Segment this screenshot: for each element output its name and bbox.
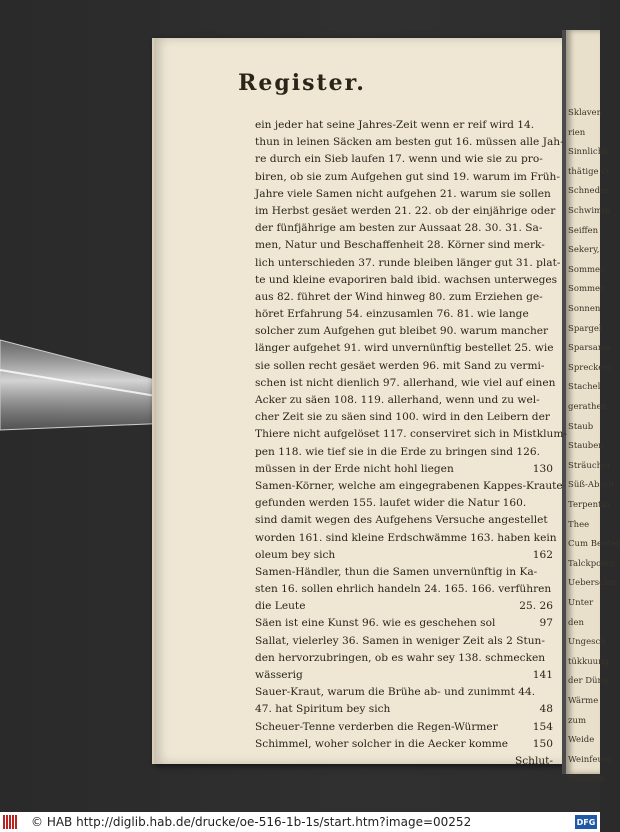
register-line-text: die Leute — [255, 600, 306, 613]
adjacent-page-fragment: thätige O — [568, 166, 609, 177]
register-page-number: 150 — [532, 737, 553, 750]
register-line-text: Samen-Körner, welche am eingegrabenen Kappes-Kraute — [255, 479, 563, 492]
adjacent-page-fragment: tükkuung — [568, 656, 610, 667]
register-line — [255, 547, 553, 564]
register-line-text: Schimmel, woher solcher in die Aecker komme — [255, 737, 509, 750]
adjacent-page-fragment: gerathen — [568, 402, 607, 412]
register-page-number: 25. 26 — [519, 600, 553, 613]
register-line — [255, 461, 553, 478]
register-line-text: länger aufgehet 91. wird unvernünftig bestellet 25. wie — [255, 342, 554, 355]
register-line-text: sten 16. sollen ehrlich handeln 24. 165. 166. verführen — [255, 583, 552, 596]
register-line-text: te und kleine evaporiren bald ibid. wachsen unterweges — [255, 273, 558, 286]
register-line-text: 47. hat Spiritum bey sich — [255, 703, 391, 716]
register-line — [255, 444, 553, 461]
register-line-text: Thiere nicht aufgelöset 117. conserviret sich in Mistklum- — [255, 428, 567, 441]
register-line — [255, 289, 553, 306]
register-page-number — [549, 392, 553, 409]
register-line — [255, 530, 557, 547]
register-line-text: Sallat, vielerley 36. Samen in weniger Zeit als 2 Stun- — [255, 634, 545, 647]
library-logo-icon — [3, 815, 23, 829]
register-page-number — [557, 530, 561, 547]
register-line-text: der fünfjährige am besten zur Aussaat 28. 30. 31. Sa- — [255, 222, 543, 235]
register-line — [255, 512, 553, 529]
register-line-text: ein jeder hat seine Jahres-Zeit wenn er reif wird 14. — [255, 119, 535, 131]
register-line — [255, 375, 556, 392]
register-page-number — [549, 358, 553, 375]
adjacent-page-fragment: Cum Beuter — [568, 539, 620, 550]
adjacent-page-fragment: Weide — [568, 735, 595, 746]
register-line — [255, 615, 553, 632]
register-line-text: den hervorzubringen, ob es wahr sey 138. schmecken — [255, 651, 546, 664]
page-heading: Register. — [238, 70, 366, 96]
register-line-text: Säen ist eine Kunst 96. wie es geschehen sol — [255, 617, 496, 630]
register-line-text: sind damit wegen des Aufgehens Versuche angestellet — [255, 514, 548, 527]
register-line-text: Acker zu säen 108. 119. allerhand, wenn und zu wel- — [255, 394, 540, 406]
register-line — [255, 220, 553, 237]
register-page-number — [550, 409, 554, 426]
register-line-text: biren, ob sie zum Aufgehen gut sind 19. warum im Früh- — [255, 170, 560, 183]
register-line — [255, 667, 553, 684]
register-line-text: schen ist nicht dienlich 97. allerhand, wie viel auf einen — [255, 376, 556, 389]
register-line — [255, 684, 553, 701]
register-line-text — [255, 753, 511, 770]
register-page-number — [549, 306, 553, 323]
register-line — [255, 186, 553, 203]
register-line-text: höret Erfahrung 54. einzusamlen 76. 81. wie lange — [255, 308, 529, 321]
register-line-text: müssen in der Erde nicht hohl liegen — [255, 462, 454, 475]
register-line — [255, 255, 561, 272]
footer-copyright-url[interactable]: © HAB http://diglib.hab.de/drucke/oe-516-1b-1s/start.htm?image=00252 — [31, 815, 472, 829]
register-page-number — [549, 650, 553, 667]
adjacent-page-fragment: Thee — [568, 519, 590, 530]
adjacent-page-fragment: Seiffen — [568, 225, 599, 236]
register-page-number — [549, 220, 553, 237]
register-line — [255, 340, 553, 357]
register-text — [255, 117, 567, 770]
register-line — [255, 392, 553, 409]
register-line — [255, 237, 553, 254]
register-line — [255, 358, 553, 375]
register-page-number — [560, 169, 564, 186]
adjacent-page-fragment: Stachel — [568, 382, 601, 393]
adjacent-page-fragment: Sonnen — [568, 304, 601, 314]
adjacent-page-fragment: Sklaven — [568, 108, 603, 118]
register-line-text: wässerig — [255, 669, 303, 681]
adjacent-page-fragment: zum — [568, 715, 587, 726]
register-line-text: sie sollen recht gesäet werden 96. mit Sand zu vermi- — [255, 359, 545, 372]
register-line — [255, 650, 553, 667]
register-page-number — [555, 375, 559, 392]
register-line — [255, 495, 553, 512]
register-page-number — [549, 289, 553, 306]
register-line — [255, 409, 553, 426]
register-line-text: Scheuer-Tenne verderben die Regen-Würmer — [255, 720, 498, 733]
register-line — [255, 701, 553, 718]
register-page-number — [551, 186, 555, 203]
register-page-number — [549, 237, 553, 254]
register-page-number — [549, 633, 553, 650]
register-page-number — [549, 444, 553, 461]
register-line-text: Jahre viele Samen nicht aufgehen 21. warum sie sollen — [255, 187, 551, 200]
register-page-number: 130 — [532, 462, 553, 475]
register-page-number — [567, 426, 571, 443]
register-line — [255, 203, 556, 220]
register-line — [255, 598, 553, 615]
register-page-number — [557, 272, 561, 289]
adjacent-page-fragment: Sinnlichk — [568, 147, 609, 158]
adjacent-page-fragment: den — [568, 617, 584, 628]
register-page-number — [563, 478, 567, 495]
adjacent-page-fragment: Sekery, — [568, 245, 600, 256]
register-line — [255, 272, 558, 289]
adjacent-page-fragment: Sträucher — [568, 460, 612, 471]
register-line-text: Samen-Händler, thun die Samen unvernünftig in Ka- — [255, 565, 538, 578]
adjacent-page-fragment: Weinfeuer — [568, 754, 613, 765]
adjacent-page-fragment: Ueberschw — [568, 578, 617, 589]
adjacent-page-fragment: Terpentin — [568, 500, 610, 510]
register-line — [255, 633, 553, 650]
register-page-number: 97 — [539, 617, 553, 630]
register-line-text: aus 82. führet der Wind hinweg 80. zum Erziehen ge- — [255, 290, 543, 303]
register-line — [255, 426, 567, 443]
adjacent-page-fragment: Schwimm — [568, 206, 611, 216]
register-page-number — [560, 255, 564, 272]
register-page-number — [549, 512, 553, 529]
adjacent-page-fragment: Sommer — [568, 264, 605, 275]
adjacent-page-fragment: Pflanzen — [568, 774, 605, 785]
adjacent-page-fragment: Ungesch — [568, 637, 606, 648]
adjacent-page-fragment: Wärme — [568, 696, 599, 706]
adjacent-page-fragment: Sparsame — [568, 343, 611, 354]
register-line-text: thun in leinen Säcken am besten gut 16. müssen alle Jah- — [255, 136, 564, 149]
register-page-number — [549, 495, 553, 512]
register-line — [255, 323, 553, 340]
register-line — [255, 753, 553, 770]
register-line-text: oleum bey sich — [255, 548, 336, 561]
dfg-logo: DFG — [575, 815, 597, 829]
adjacent-page-fragment: Süß-Absch — [568, 480, 615, 491]
register-line — [255, 478, 563, 495]
footer-bar — [0, 812, 600, 832]
adjacent-page-fragment: Spreckers — [568, 362, 612, 373]
register-page-number: 154 — [532, 720, 553, 733]
register-line — [255, 117, 553, 134]
register-page-number — [549, 564, 553, 581]
register-line — [255, 306, 553, 323]
register-line-text: men, Natur und Beschaffenheit 28. Körner sind merk- — [255, 239, 545, 252]
register-line — [255, 719, 553, 736]
register-line — [255, 151, 553, 168]
adjacent-page-fragment: rien — [568, 127, 586, 138]
register-line-text: worden 161. sind kleine Erdschwämme 163. haben kein — [255, 531, 557, 544]
register-line-text: solcher zum Aufgehen gut bleibet 90. warum mancher — [255, 325, 549, 338]
register-line — [255, 169, 560, 186]
register-page-number — [549, 117, 553, 134]
register-line-text: gefunden werden 155. laufet wider die Natur 160. — [255, 497, 527, 510]
adjacent-page-fragment: der Düng — [568, 676, 609, 687]
adjacent-page — [566, 30, 620, 785]
adjacent-page-fragment: Schneder — [568, 186, 610, 197]
register-page-number — [549, 684, 553, 701]
register-line-text: cher Zeit sie zu säen sind 100. wird in den Leibern der — [255, 411, 550, 424]
register-line-text: re durch ein Sieb laufen 17. wenn und wie sie zu pro- — [255, 153, 543, 166]
register-line-text: Sauer-Kraut, warum die Brühe ab- und zunimmt 44. — [255, 686, 536, 699]
register-page-number — [555, 203, 559, 220]
register-page-number: 141 — [532, 669, 553, 681]
register-page-number — [551, 581, 555, 598]
register-line-text: im Herbst gesäet werden 21. 22. ob der einjährige oder — [255, 204, 556, 217]
register-page-number: 48 — [539, 703, 553, 716]
register-page-number — [549, 151, 553, 168]
adjacent-page-fragment: Talckpoten — [568, 558, 616, 569]
register-page-number: Schlut- — [514, 754, 553, 767]
register-line-text: lich unterschieden 37. runde bleiben länger gut 31. plat- — [255, 256, 561, 269]
register-line — [255, 736, 553, 753]
adjacent-page-fragment: Sommer — [568, 284, 605, 295]
register-line — [255, 134, 564, 151]
register-page-number — [554, 340, 558, 357]
register-page-number — [549, 323, 553, 340]
adjacent-page-fragment: Stauben — [568, 441, 604, 452]
register-line — [255, 564, 553, 581]
adjacent-page-fragment: Staub — [568, 421, 594, 432]
register-page-number — [564, 134, 568, 151]
adjacent-page-fragment: Unter — [568, 598, 594, 608]
adjacent-page-fragment: Spargel — [568, 323, 602, 334]
register-line-text: pen 118. wie tief sie in die Erde zu bringen sind 126. — [255, 445, 541, 458]
register-line — [255, 581, 553, 598]
register-page-number: 162 — [532, 548, 553, 561]
